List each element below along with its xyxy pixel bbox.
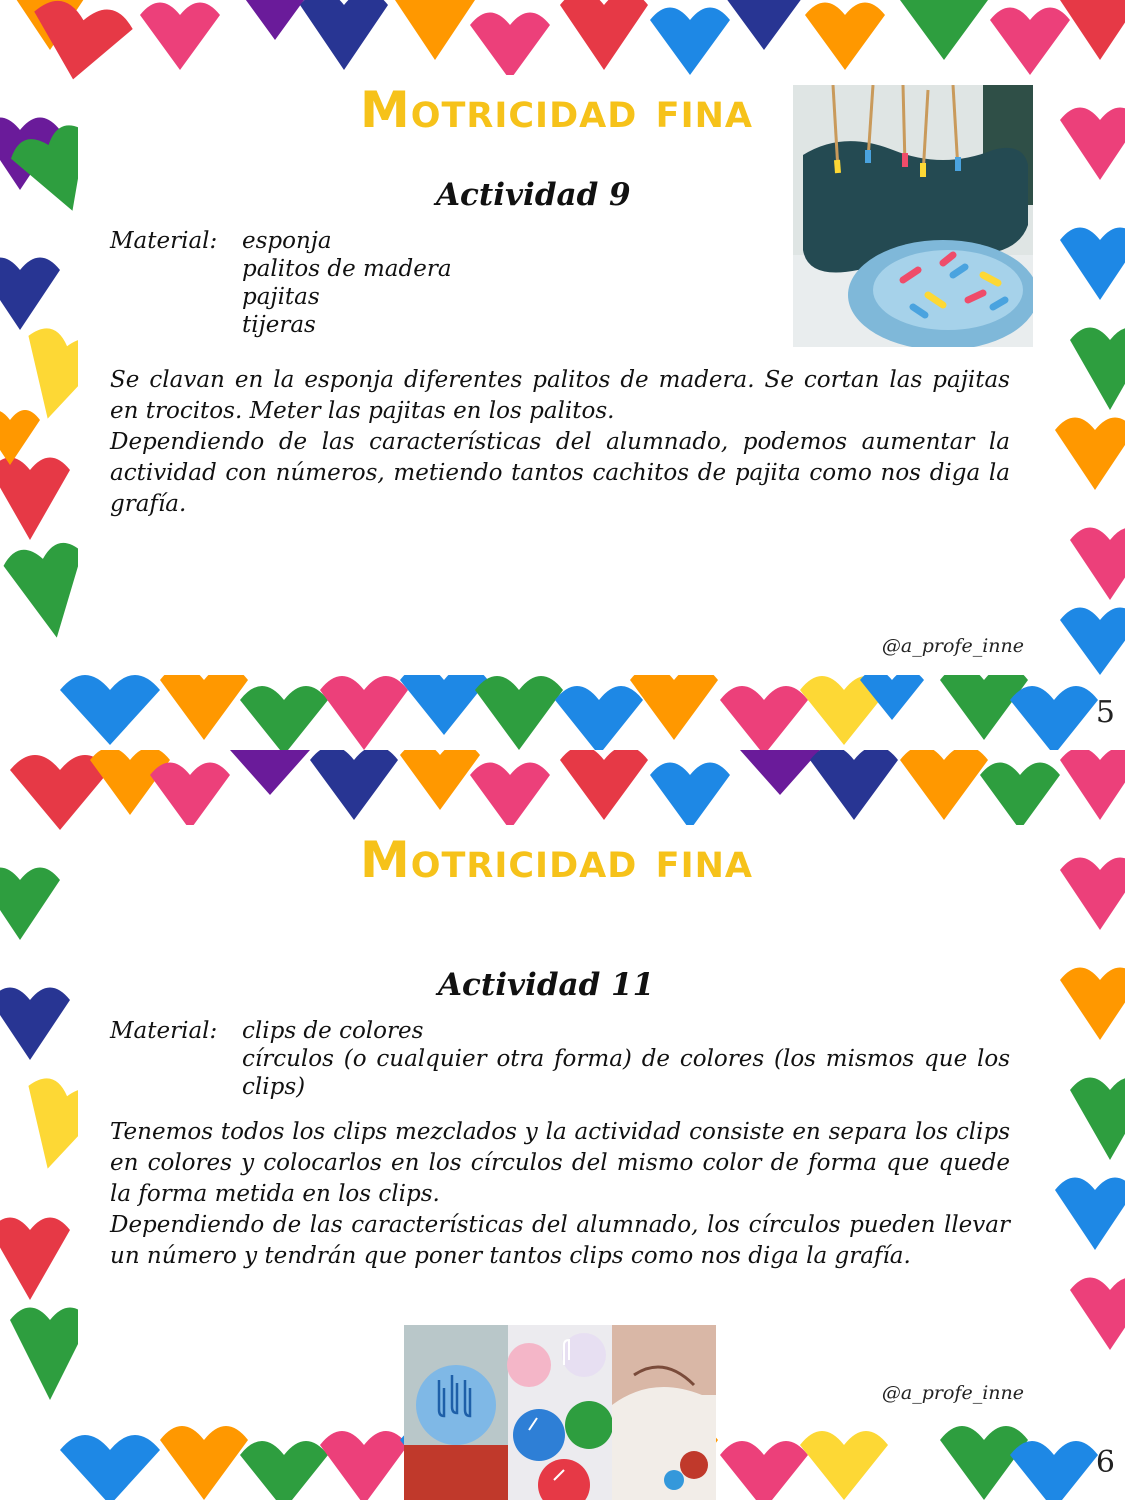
- page-number: 6: [1095, 1445, 1115, 1480]
- activity-heading: Actividad 11: [438, 967, 655, 1003]
- page-number: 5: [1095, 695, 1115, 730]
- materials-label: Material:: [110, 1018, 218, 1044]
- activity-heading: Actividad 9: [436, 177, 631, 213]
- paragraph: Se clavan en la esponja diferentes palitos de madera. Se cortan las pajitas en trocitos. Meter las pajitas en los palitos.: [110, 367, 1010, 424]
- paragraph: Dependiendo de las características del alumnado, podemos aumentar la actividad con números, metiendo tantos cachitos de pajita como nos diga la grafía.: [110, 429, 1010, 517]
- activity-description: [110, 1117, 1010, 1272]
- page-title: Motricidad fina: [360, 831, 753, 889]
- page-title: Motricidad fina: [360, 81, 753, 139]
- author-handle: @a_profe_inne: [881, 635, 1024, 657]
- sponge-photo: [793, 85, 1033, 347]
- material-item: tijeras: [242, 312, 316, 338]
- page-6: [0, 750, 1125, 1500]
- material-item: palitos de madera: [242, 256, 452, 282]
- material-item: pajitas: [242, 284, 320, 310]
- materials-list: [110, 1017, 1010, 1101]
- activity-description: [110, 365, 1010, 520]
- author-handle: @a_profe_inne: [881, 1382, 1024, 1404]
- material-item: clips de colores: [242, 1018, 424, 1044]
- materials-list: [110, 227, 452, 339]
- paragraph: Tenemos todos los clips mezclados y la actividad consiste en separa los clips en colores y colocarlos en los círculos del mismo color de forma que quede la forma metida en los clips.: [110, 1119, 1010, 1207]
- paragraph: Dependiendo de las características del alumnado, los círculos pueden llevar un número y tendrán que poner tantos clips como nos diga la grafía.: [110, 1212, 1010, 1269]
- activity-card: [78, 825, 1048, 1425]
- material-item: esponja: [242, 228, 332, 254]
- materials-label: Material:: [110, 228, 218, 254]
- material-item: círculos (o cualquier otra forma) de colores (los mismos que los clips): [242, 1046, 1010, 1100]
- clips-photo: [404, 1325, 716, 1500]
- activity-card: [78, 75, 1048, 675]
